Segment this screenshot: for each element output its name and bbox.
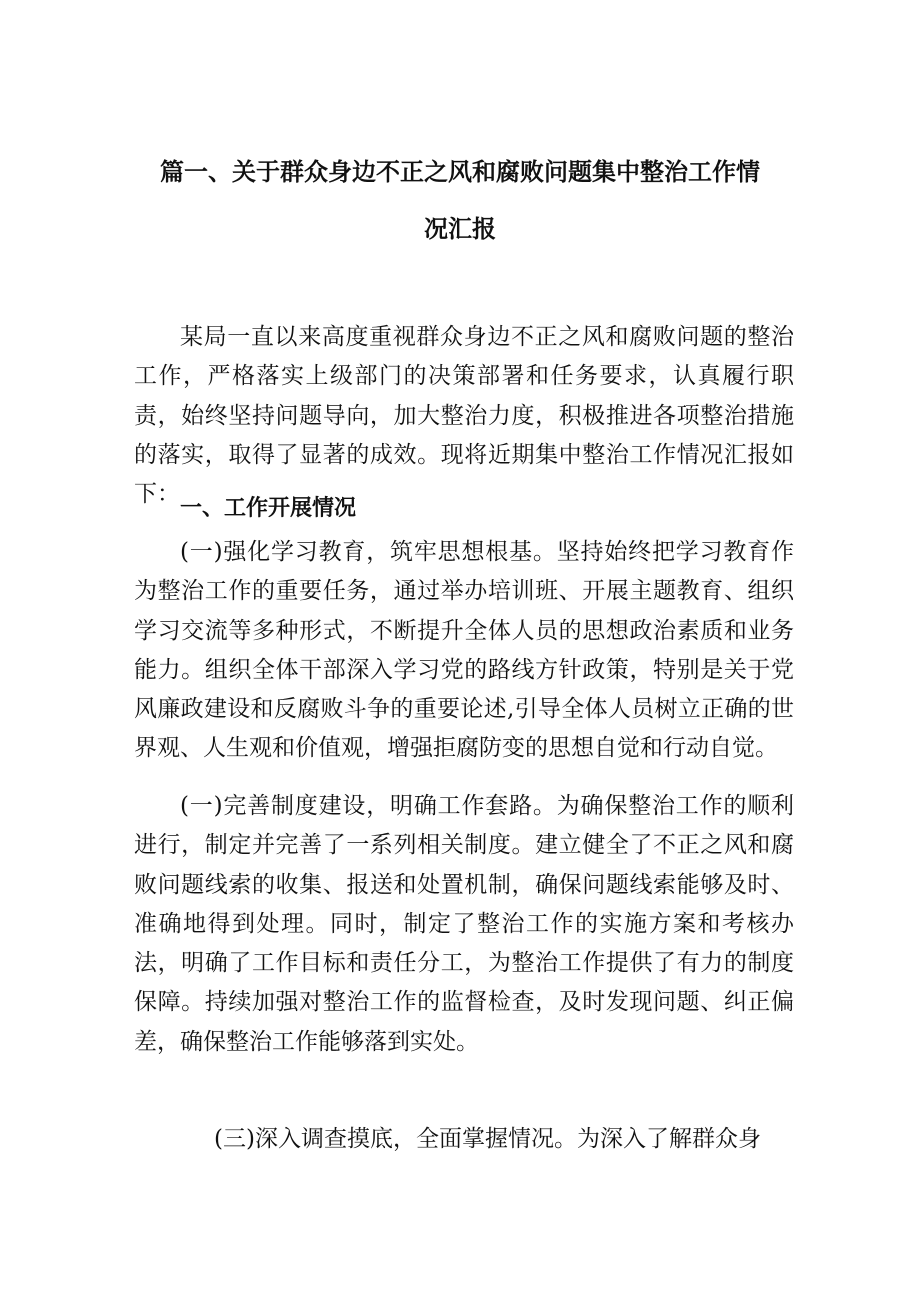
document-title-line-1: 篇一、关于群众身边不正之风和腐败问题集中整治工作情 (160, 158, 760, 186)
paragraph-system-building: (一)完善制度建设，明确工作套路。为确保整治工作的顺利进行，制定并完善了一系列相关制度。建立健全了不正之风和腐败问题线索的收集、报送和处置机制，确保问题线索能够及时、准确地得到处理。同时，制定了整治工作的实施方案和考核办法，明确了工作目标和责任分工，为整治工作提供了有力的制度保障。持续加强对整治工作的监督检查，及时发现问题、纠正偏差，确保整治工作能够落到实处。 (134, 793, 794, 1055)
paragraph-survey: (三)深入调查摸底，全面掌握情况。为深入了解群众身 (214, 1126, 761, 1152)
intro-paragraph: 某局一直以来高度重视群众身边不正之风和腐败问题的整治工作，严格落实上级部门的决策部署和任务要求，认真履行职责，始终坚持问题导向，加大整治力度，积极推进各项整治措施的落实，取得了显著的成效。现将近期集中整治工作情况汇报如下： (134, 324, 794, 508)
paragraph-study-education: (一)强化学习教育，筑牢思想根基。坚持始终把学习教育作为整治工作的重要任务，通过举办培训班、开展主题教育、组织学习交流等多种形式，不断提升全体人员的思想政治素质和业务能力。组织全体干部深入学习党的路线方针政策，特别是关于党风廉政建设和反腐败斗争的重要论述,引导全体人员树立正确的世界观、人生观和价值观，增强拒腐防变的思想自觉和行动自觉。 (134, 539, 794, 762)
section-heading-work-progress: 一、工作开展情况 (180, 496, 357, 521)
document-title-line-2: 况汇报 (424, 215, 496, 243)
